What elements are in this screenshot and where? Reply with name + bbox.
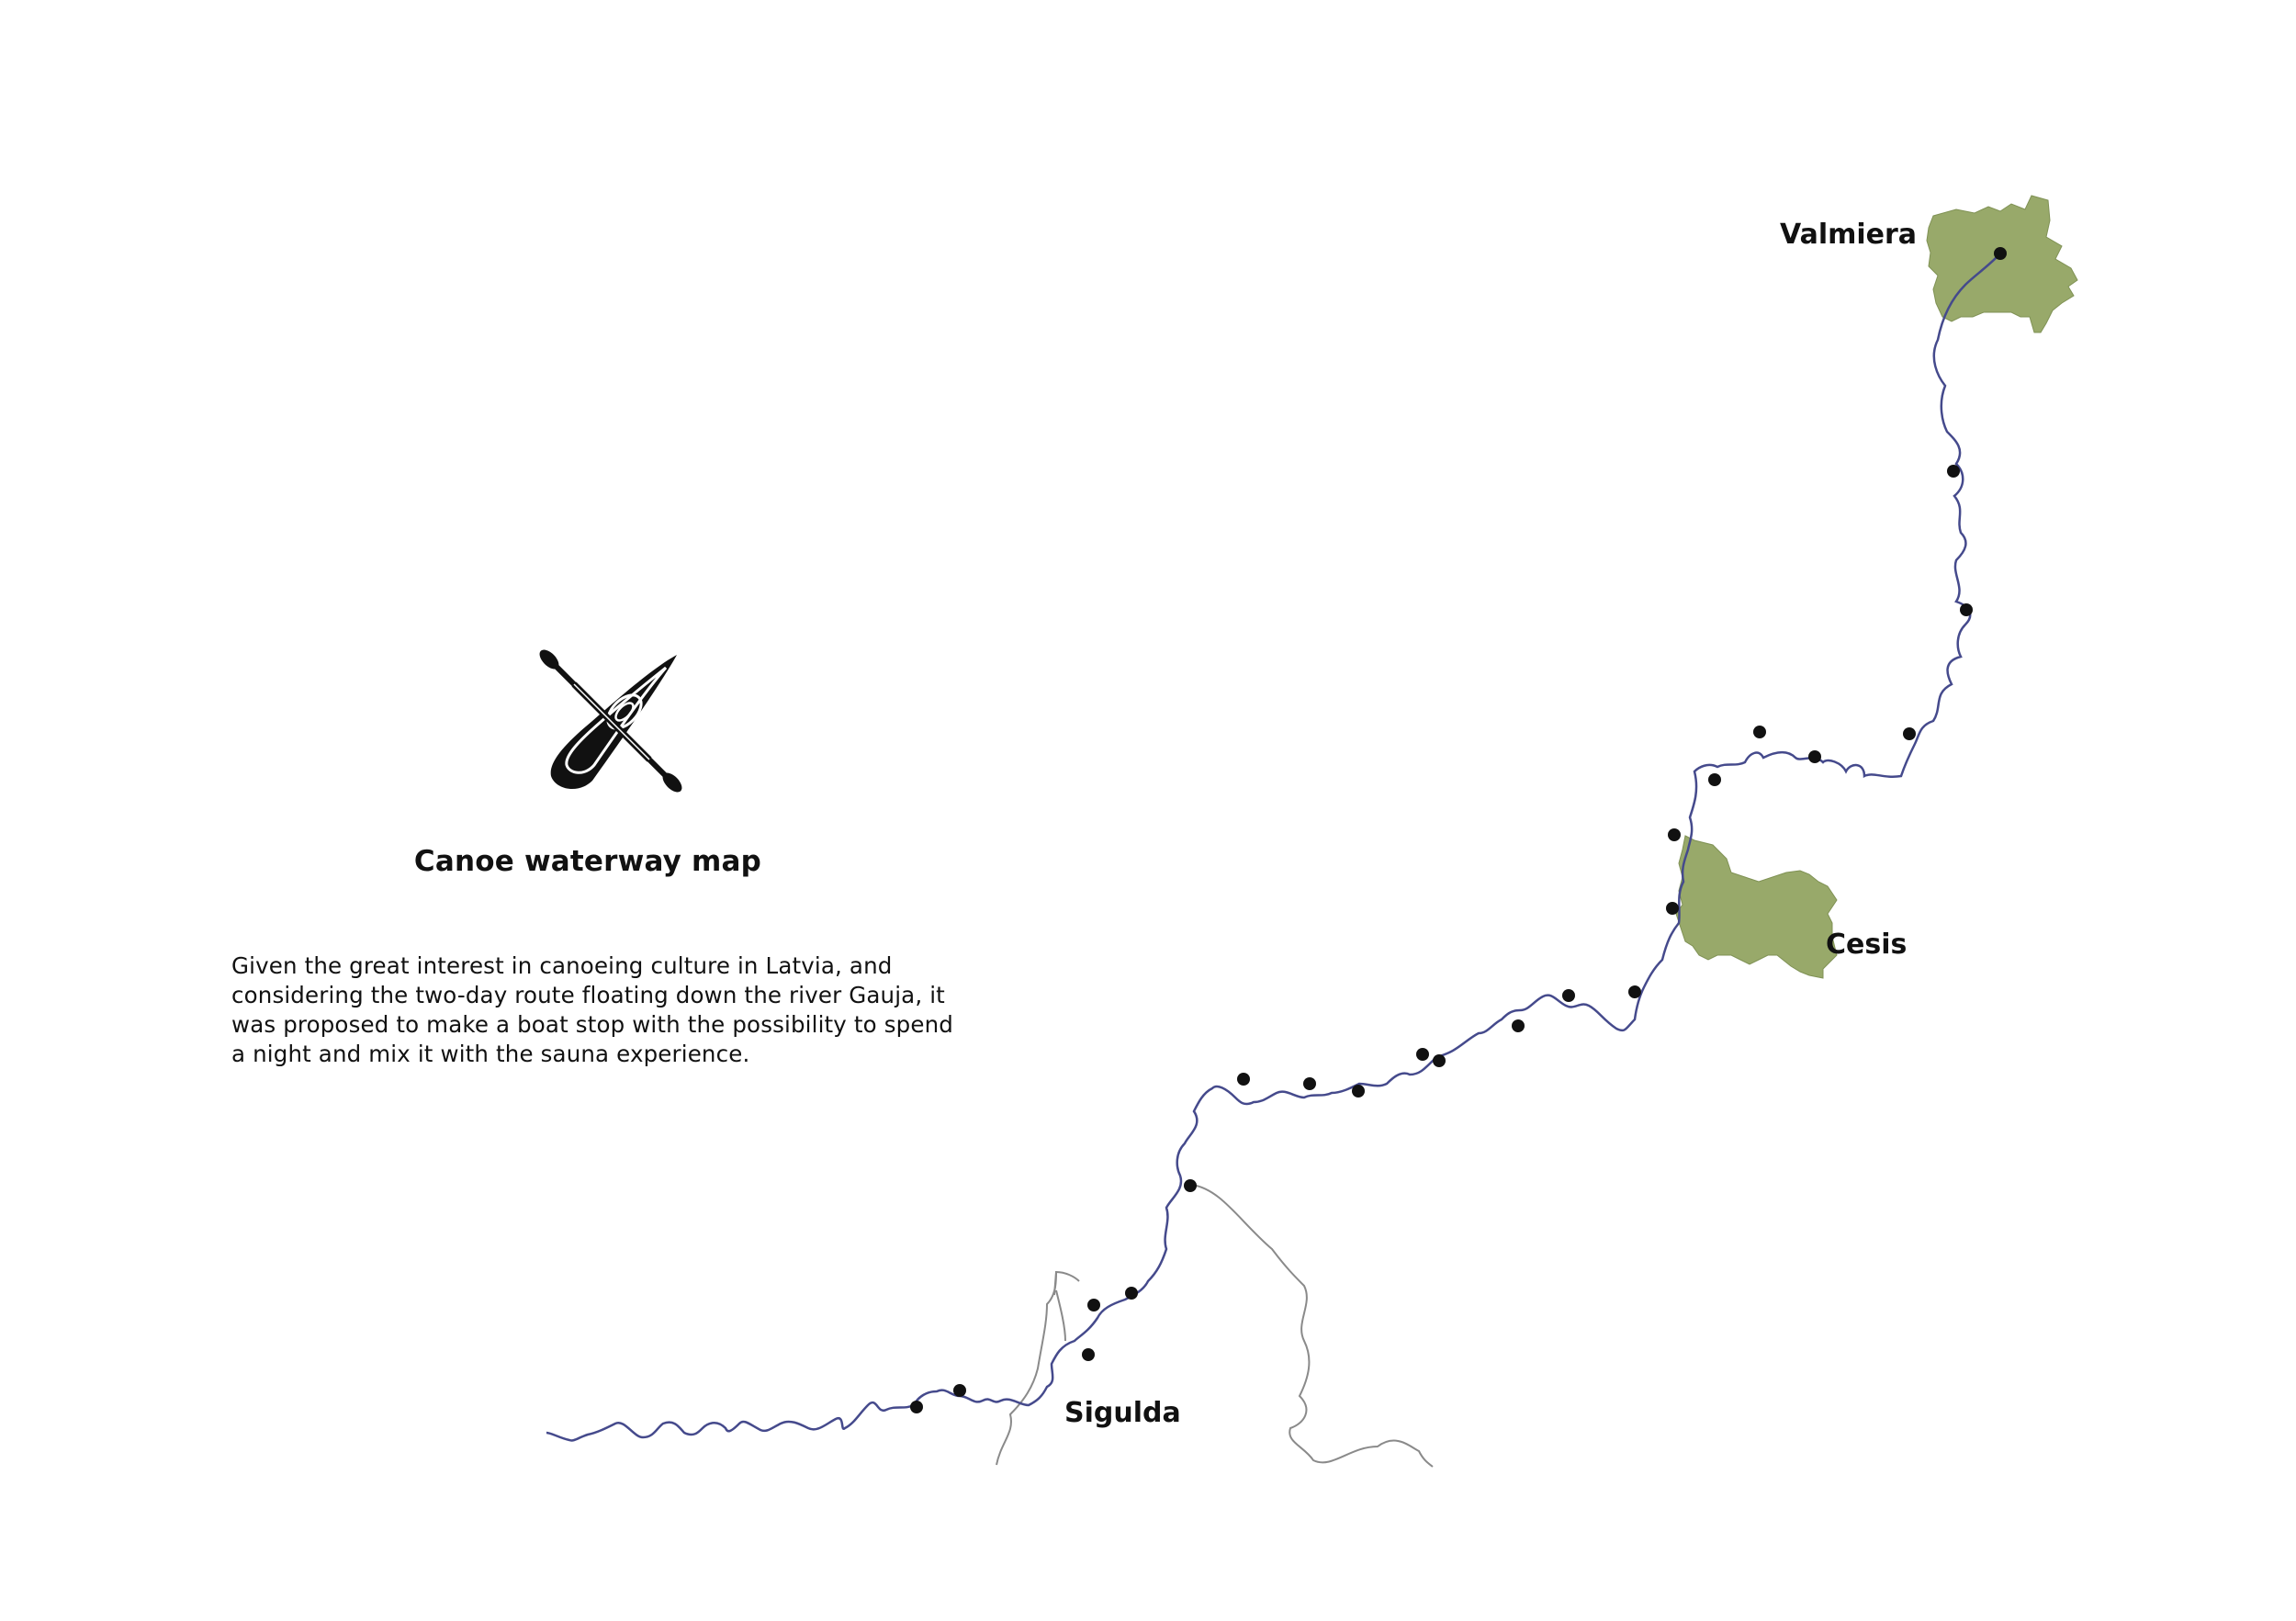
boat-stop-marker (1303, 1077, 1316, 1090)
map-title: Canoe waterway map (413, 845, 762, 878)
boat-stop-marker (953, 1384, 966, 1397)
boat-stop-marker (1960, 603, 1973, 616)
boat-stop-marker (1947, 465, 1960, 478)
boat-stop-markers (910, 247, 2007, 1413)
boat-stop-marker (1753, 726, 1766, 738)
tributary-line (1192, 1185, 1433, 1467)
boat-stop-marker (1184, 1179, 1197, 1192)
boat-stop-marker (1082, 1348, 1095, 1361)
boat-stop-marker (1562, 989, 1575, 1002)
boat-stop-marker (1125, 1287, 1138, 1300)
boat-stop-marker (1512, 1019, 1525, 1032)
gauja-river (546, 253, 2000, 1440)
boat-stop-marker (1808, 750, 1821, 763)
city-area-cesis (1676, 836, 1837, 978)
boat-stop-marker (1433, 1054, 1446, 1067)
map-description: Given the great interest in canoeing culture in Latvia, and considering the two-day route floating down the river Gauja, it was proposed to make a boat stop with the possibility to spend a night and mix it with the sauna experience. (231, 952, 953, 1067)
boat-stop-marker (1708, 773, 1721, 786)
city-label-valmiera: Valmiera (1780, 219, 1918, 251)
boat-stop-marker (1994, 247, 2007, 260)
boat-stop-marker (1666, 902, 1679, 915)
boat-stop-marker (910, 1401, 923, 1413)
tributary-line (996, 1272, 1079, 1465)
city-label-sigulda: Sigulda (1064, 1397, 1181, 1429)
boat-stop-marker (1237, 1073, 1250, 1086)
boat-stop-marker (1668, 828, 1681, 841)
tributary-line (1054, 1272, 1065, 1341)
city-label-cesis: Cesis (1826, 929, 1908, 961)
boat-stop-marker (1087, 1299, 1100, 1311)
boat-stop-marker (1628, 985, 1641, 998)
boat-stop-marker (1352, 1085, 1365, 1098)
city-area-valmiera (1927, 196, 2077, 332)
boat-stop-marker (1416, 1048, 1429, 1061)
boat-stop-marker (1903, 727, 1916, 740)
